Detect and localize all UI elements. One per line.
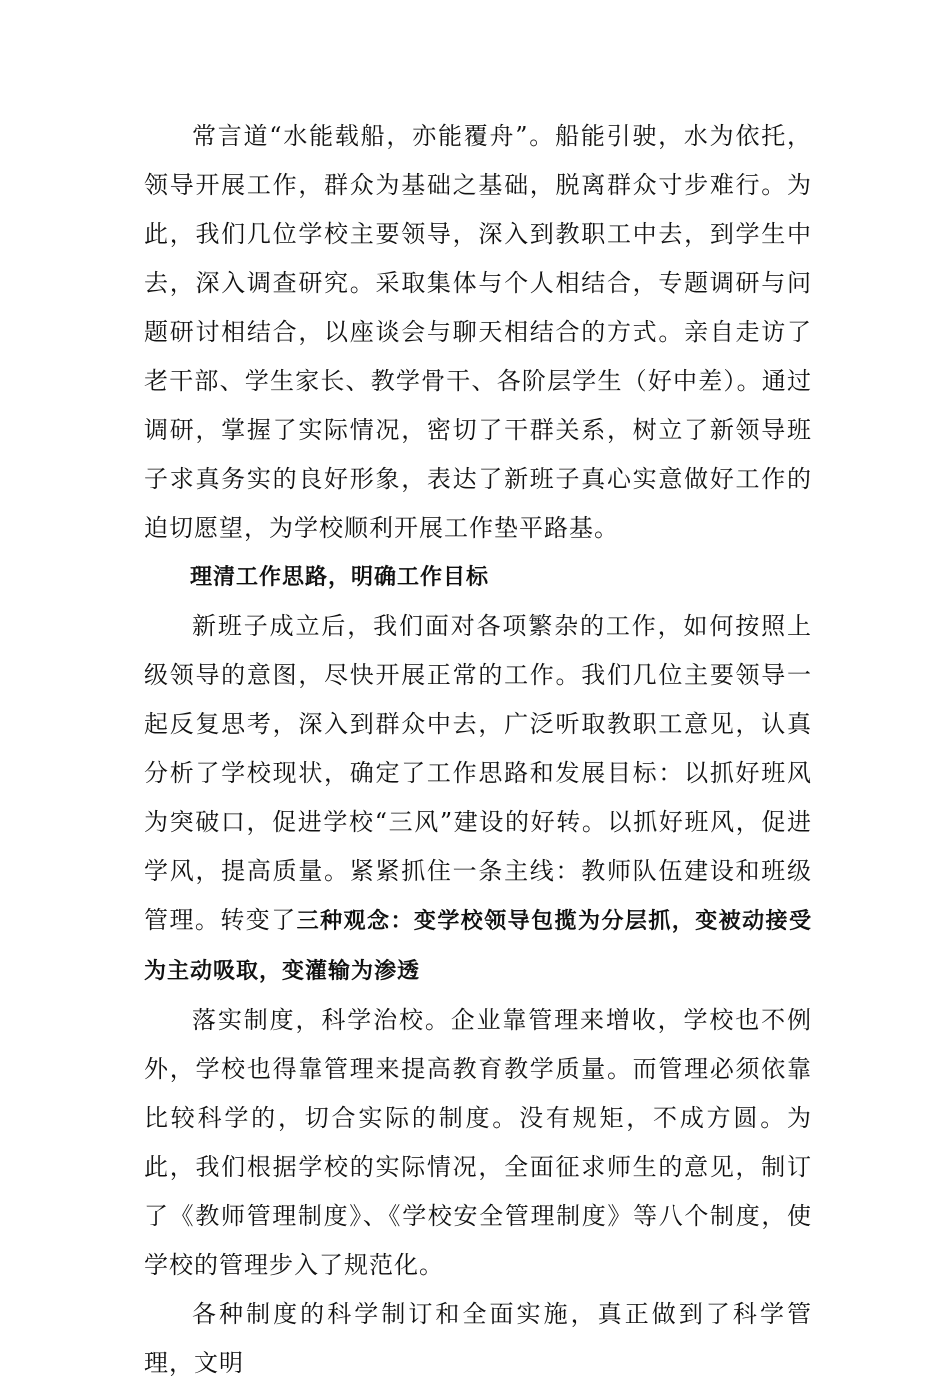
paragraph-2-bold-text: 三种观念：变学校领导包揽为分层抓，变被动接受为主动吸取，变灌输为渗透 bbox=[144, 909, 812, 984]
paragraph-1: 常言道“水能载船，亦能覆舟”。船能引驶，水为依托，领导开展工作，群众为基础之基础，脱离群众寸步难行。为此，我们几位学校主要领导，深入到教职工中去，到学生中去，深入调查研究。采取集体与个人相结合，专题调研与问题研讨相结合，以座谈会与聊天相结合的方式。亲自走访了老干部、学生家长、教学骨干、各阶层学生（好中差）。通过调研，掌握了实际情况，密切了干群关系，树立了新领导班子求真务实的良好形象，表达了新班子真心实意做好工作的迫切愿望，为学校顺利开展工作垫平路基。 bbox=[144, 122, 812, 542]
paragraph-2-text: 新班子成立后，我们面对各项繁杂的工作，如何按照上级领导的意图，尽快开展正常的工作。我们几位主要领导一起反复思考，深入到群众中去，广泛听取教职工意见，认真分析了学校现状，确定了工作思路和发展目标：以抓好班风为突破口，促进学校“三风”建设的好转。以抓好班风，促进学风，提高质量。紧紧抓住一条主线：教师队伍建设和班级管理。转变了 bbox=[144, 612, 812, 934]
document-body bbox=[144, 112, 812, 1388]
paragraph-3: 落实制度，科学治校。企业靠管理来增收，学校也不例外，学校也得靠管理来提高教育教学质量。而管理必须依靠比较科学的，切合实际的制度。没有规矩，不成方圆。为此，我们根据学校的实际情况，全面征求师生的意见，制订了《教师管理制度》、《学校安全管理制度》等八个制度，使学校的管理步入了规范化。 bbox=[144, 1006, 812, 1279]
section-heading: 理清工作思路，明确工作目标 bbox=[190, 565, 490, 590]
paragraph-2 bbox=[144, 602, 812, 996]
paragraph-4: 各种制度的科学制订和全面实施，真正做到了科学管理，文明 bbox=[144, 1300, 812, 1377]
